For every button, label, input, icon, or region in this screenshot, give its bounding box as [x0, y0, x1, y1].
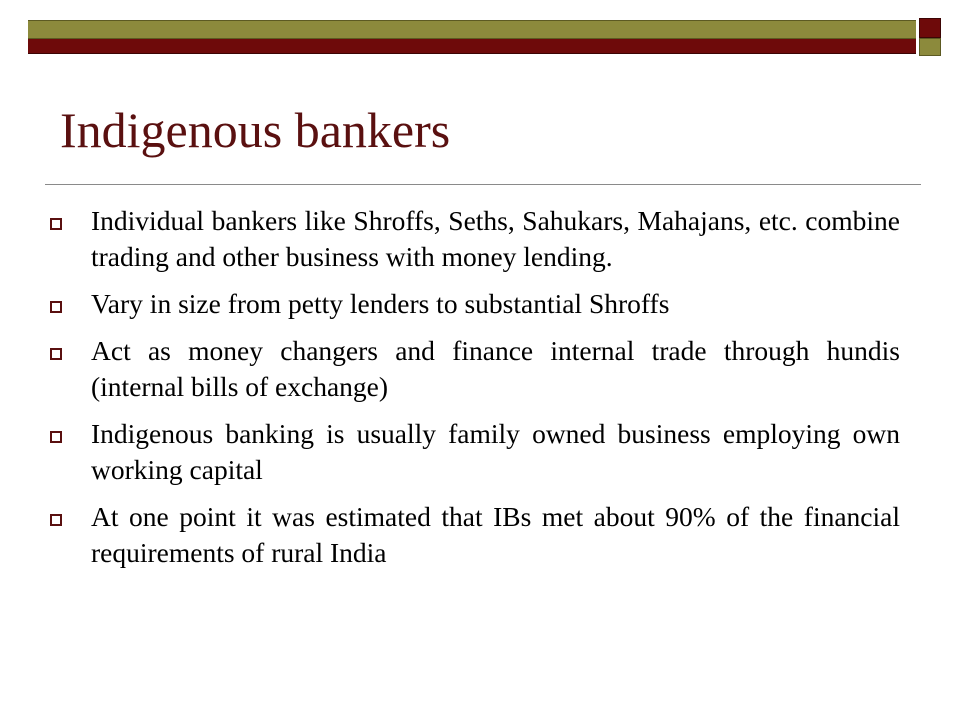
- bullet-text: At one point it was estimated that IBs met about 90% of the financial requirements of rural India: [91, 501, 900, 568]
- hollow-square-icon: [50, 348, 62, 360]
- bullet-item: [50, 333, 900, 405]
- bullet-item: [50, 416, 900, 488]
- hollow-square-icon: [50, 514, 62, 526]
- bullet-text: Act as money changers and finance internal trade through hundis (internal bills of exchange): [91, 335, 900, 402]
- hollow-square-icon: [50, 431, 62, 443]
- hollow-square-icon: [50, 218, 62, 230]
- olive-stripe: [28, 20, 916, 39]
- bullet-item: [50, 286, 900, 322]
- bullet-list: [50, 203, 900, 582]
- bullet-item: [50, 499, 900, 571]
- title-divider: [45, 184, 921, 185]
- corner-maroon-square: [919, 18, 941, 38]
- corner-olive-square: [919, 38, 941, 56]
- bullet-text: Indigenous banking is usually family owned business employing own working capital: [91, 418, 900, 485]
- slide-title: Indigenous bankers: [60, 102, 451, 158]
- maroon-stripe: [28, 39, 916, 54]
- header-decoration-band: [28, 20, 916, 54]
- bullet-text: Individual bankers like Shroffs, Seths, Sahukars, Mahajans, etc. combine trading and other business with money lending.: [91, 205, 900, 272]
- bullet-text: Vary in size from petty lenders to substantial Shroffs: [91, 288, 670, 319]
- hollow-square-icon: [50, 301, 62, 313]
- bullet-item: [50, 203, 900, 275]
